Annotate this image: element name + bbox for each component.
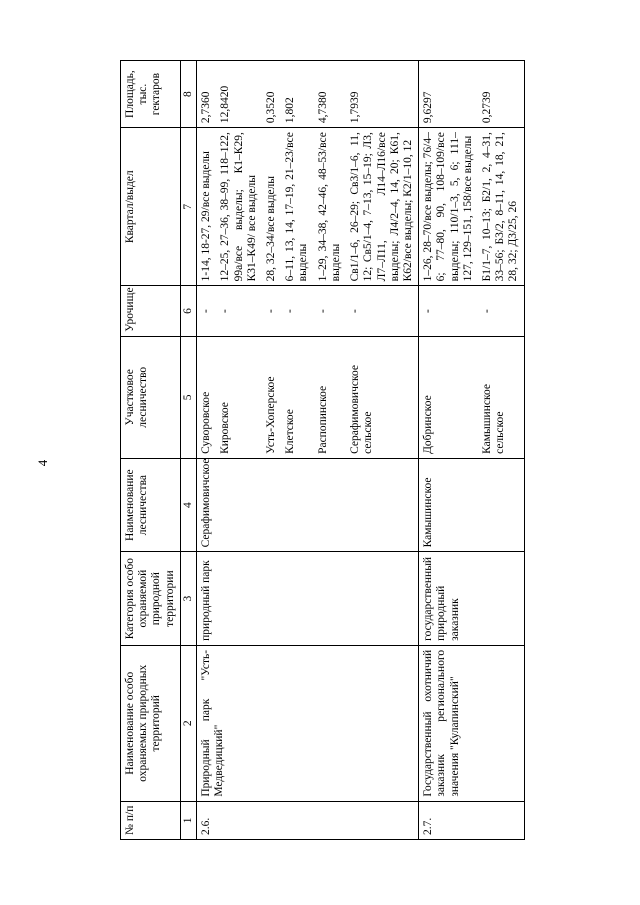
district-name: Усть-Хоперское <box>262 336 281 458</box>
blocks-value: 1–29, 34–38, 42–46, 48–53/все выделы <box>314 128 346 286</box>
tract-value: - <box>262 286 281 336</box>
column-number: 7 <box>180 128 196 286</box>
area-value: 1,7939 <box>346 61 419 128</box>
area-value: 12,8420 <box>216 61 262 128</box>
column-number: 5 <box>180 336 196 458</box>
column-number: 6 <box>180 286 196 336</box>
header-blocks: Квартал/выдел <box>121 128 181 286</box>
tract-value: - <box>346 286 419 336</box>
table-rotation-wrapper <box>120 60 540 840</box>
column-number: 8 <box>180 61 196 128</box>
territory-name: Государственный охотничий заказник регионального значения "Кулапинский" <box>419 645 525 801</box>
header-category: Категория особо охраняемой природной территории <box>121 552 181 645</box>
header-no: № п/п <box>121 801 181 839</box>
protected-territories-table <box>120 60 525 840</box>
column-number: 2 <box>180 645 196 801</box>
area-value: 0,3520 <box>262 61 281 128</box>
header-row <box>121 61 181 840</box>
header-tract: Урочище <box>121 286 181 336</box>
tract-value: - <box>216 286 262 336</box>
header-name: Наименование особо охраняемых природных территорий <box>121 645 181 801</box>
district-name: Камышинское сельское <box>478 336 524 458</box>
area-value: 4,7380 <box>314 61 346 128</box>
district-name: Серафимовичское сельское <box>346 336 419 458</box>
tract-value: - <box>419 286 478 336</box>
column-number: 4 <box>180 458 196 551</box>
tract-value: - <box>314 286 346 336</box>
blocks-value: Св1/1–6, 26–29; Св3/1–6, 11, 12; Св5/1–4, 7–13, 15–19; Л3, Л7–Л11, Л14–Л16/все выделы; Л4/2–4, 14, 20; К61, К62/все выделы; К2/1–10, 12 <box>346 128 419 286</box>
area-value: 9,6297 <box>419 61 478 128</box>
territory-category: природный парк <box>197 552 419 645</box>
header-forestry: Наименование лесничества <box>121 458 181 551</box>
blocks-value: Б1/1–7, 10–13; Б2/1, 2, 4–31, 33–56; Б3/2, 8–11, 14, 18, 21, 28, 32; Д3/25, 26 <box>478 128 524 286</box>
tract-value: - <box>197 286 217 336</box>
blocks-value: 1–26, 28–70/все выделы; 76/4–6; 77–80, 90, 108–109/все выделы; 110/1–3, 5, 6; 111–127, 129–151, 158/все выделы <box>419 128 478 286</box>
area-value: 2,7360 <box>197 61 217 128</box>
district-name: Добринское <box>419 336 478 458</box>
row-number: 2.7. <box>419 801 525 839</box>
territory-category: государственный природный заказник <box>419 552 525 645</box>
page-number: 4 <box>35 459 50 467</box>
tract-value: - <box>281 286 313 336</box>
row-number: 2.6. <box>197 801 419 839</box>
forestry-name: Серафимовичское <box>197 458 419 551</box>
district-name: Кировское <box>216 336 262 458</box>
column-number-row <box>180 61 196 840</box>
district-name: Клетское <box>281 336 313 458</box>
tract-value: - <box>478 286 524 336</box>
table-row <box>197 61 217 840</box>
forestry-name: Камышинское <box>419 458 525 551</box>
blocks-value: 6–11, 13, 14, 17–19, 21–23/все выделы <box>281 128 313 286</box>
blocks-value: 12–25, 27–36, 38–99, 118–122, 99а/все выделы; К1–К29, К31–К49/ все выделы <box>216 128 262 286</box>
table-row <box>419 61 478 840</box>
district-name: Распопинское <box>314 336 346 458</box>
area-value: 0,2739 <box>478 61 524 128</box>
territory-name: Природный парк "Усть-Медведицкий" <box>197 645 419 801</box>
rotated-table-area <box>120 60 540 840</box>
blocks-value: 1-14, 18-27, 29/все выделы <box>197 128 217 286</box>
header-district: Участковое лесничество <box>121 336 181 458</box>
column-number: 1 <box>180 801 196 839</box>
header-area: Площадь, тыс. гектаров <box>121 61 181 128</box>
area-value: 1,802 <box>281 61 313 128</box>
column-number: 3 <box>180 552 196 645</box>
blocks-value: 28, 32–34/все выделы <box>262 128 281 286</box>
district-name: Суворовское <box>197 336 217 458</box>
